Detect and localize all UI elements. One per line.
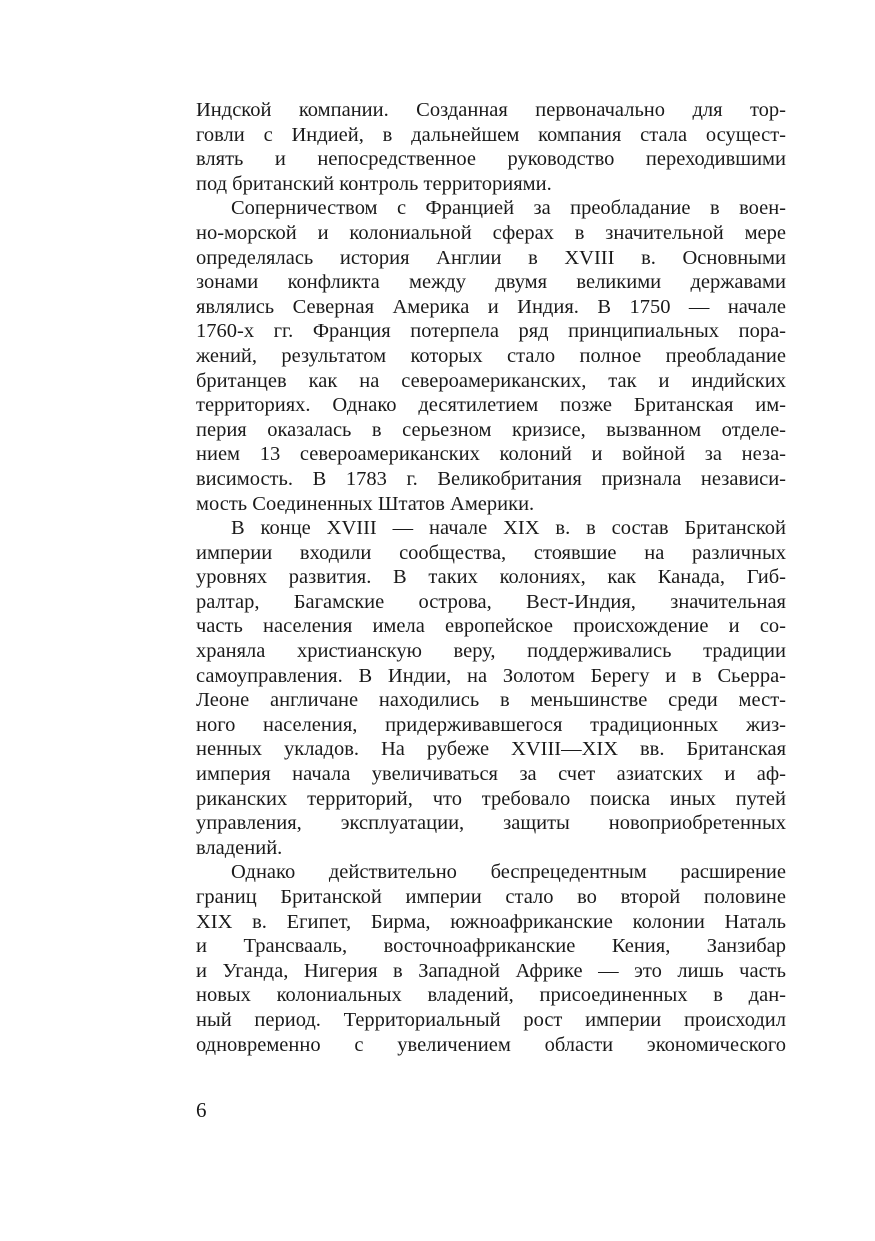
body-text [196,98,786,1057]
text-line: риканских территорий, что требовало поиска иных путей [196,787,786,810]
text-line: британцев как на североамериканских, так и индийских [196,369,786,392]
text-line: храняла христианскую веру, поддерживались традиции [196,640,786,663]
text-line: границ Британской империи стало во второй половине [196,886,786,908]
text-line: империя начала увеличиваться за счет азиатских и аф- [196,763,786,786]
text-line: новых колониальных владений, присоединенных в дан- [196,984,786,1007]
text-line: Леоне англичане находились в меньшинстве среди мест- [196,689,786,712]
text-line: XIX в. Египет, Бирма, южноафриканские колонии Наталь [196,910,786,933]
paragraph [196,516,786,860]
text-line: самоуправления. В Индии, на Золотом Берегу и в Сьерра- [196,664,786,687]
text-line: и Трансвааль, восточноафриканские Кения, Занзибар [196,935,786,958]
text-line: нием 13 североамериканских колоний и войной за неза- [196,443,786,466]
text-line: жений, результатом которых стало полное преобладание [196,344,786,367]
text-line: под британский контроль территориями. [196,172,552,195]
text-line: уровнях развития. В таких колониях, как Канада, Гиб- [196,566,786,589]
text-line: говли с Индией, в дальнейшем компания стала осущест- [196,123,786,146]
text-line: ралтар, Багамские острова, Вест-Индия, значительная [196,590,786,613]
text-line: Однако действительно беспрецедентным расширение [231,861,786,884]
text-line: часть населения имела европейское происхождение и со- [196,615,786,638]
text-line: одновременно с увеличением области экономического [196,1033,786,1056]
text-line: ный период. Территориальный рост империи происходил [196,1008,786,1031]
text-line: Соперничеством с Францией за преобладание в воен- [231,197,786,220]
text-line: зонами конфликта между двумя великими державами [196,271,786,294]
text-line: и Уганда, Нигерия в Западной Африке — это лишь часть [196,959,786,982]
text-line: являлись Северная Америка и Индия. В 1750 — начале [196,295,786,318]
page-number: 6 [196,1098,207,1122]
text-line: определялась история Англии в XVIII в. Основными [196,246,786,269]
text-line: империи входили сообщества, стоявшие на различных [196,541,786,564]
paragraph [196,860,786,1057]
text-line: 1760-х гг. Франция потерпела ряд принципиальных пора- [196,320,786,343]
text-line: висимость. В 1783 г. Великобритания признала независи- [196,467,786,490]
paragraph [196,98,786,196]
text-line: владений. [196,836,283,859]
text-line: влять и непосредственное руководство переходившими [196,148,786,171]
text-line: территориях. Однако десятилетием позже Британская им- [196,394,786,417]
text-line: управления, эксплуатации, защиты новоприобретенных [196,812,786,835]
text-line: ного населения, придерживавшегося традиционных жиз- [196,713,786,736]
text-line: Индской компании. Созданная первоначально для тор- [196,99,786,121]
text-line: ненных укладов. На рубеже XVIII—XIX вв. Британская [196,738,786,761]
text-line: перия оказалась в серьезном кризисе, вызванном отделе- [196,418,786,441]
paragraph [196,196,786,516]
text-line: мость Соединенных Штатов Америки. [196,492,535,515]
text-line: В конце XVIII — начале XIX в. в состав Британской [231,517,786,540]
text-line: но-морской и колониальной сферах в значительной мере [196,221,786,244]
